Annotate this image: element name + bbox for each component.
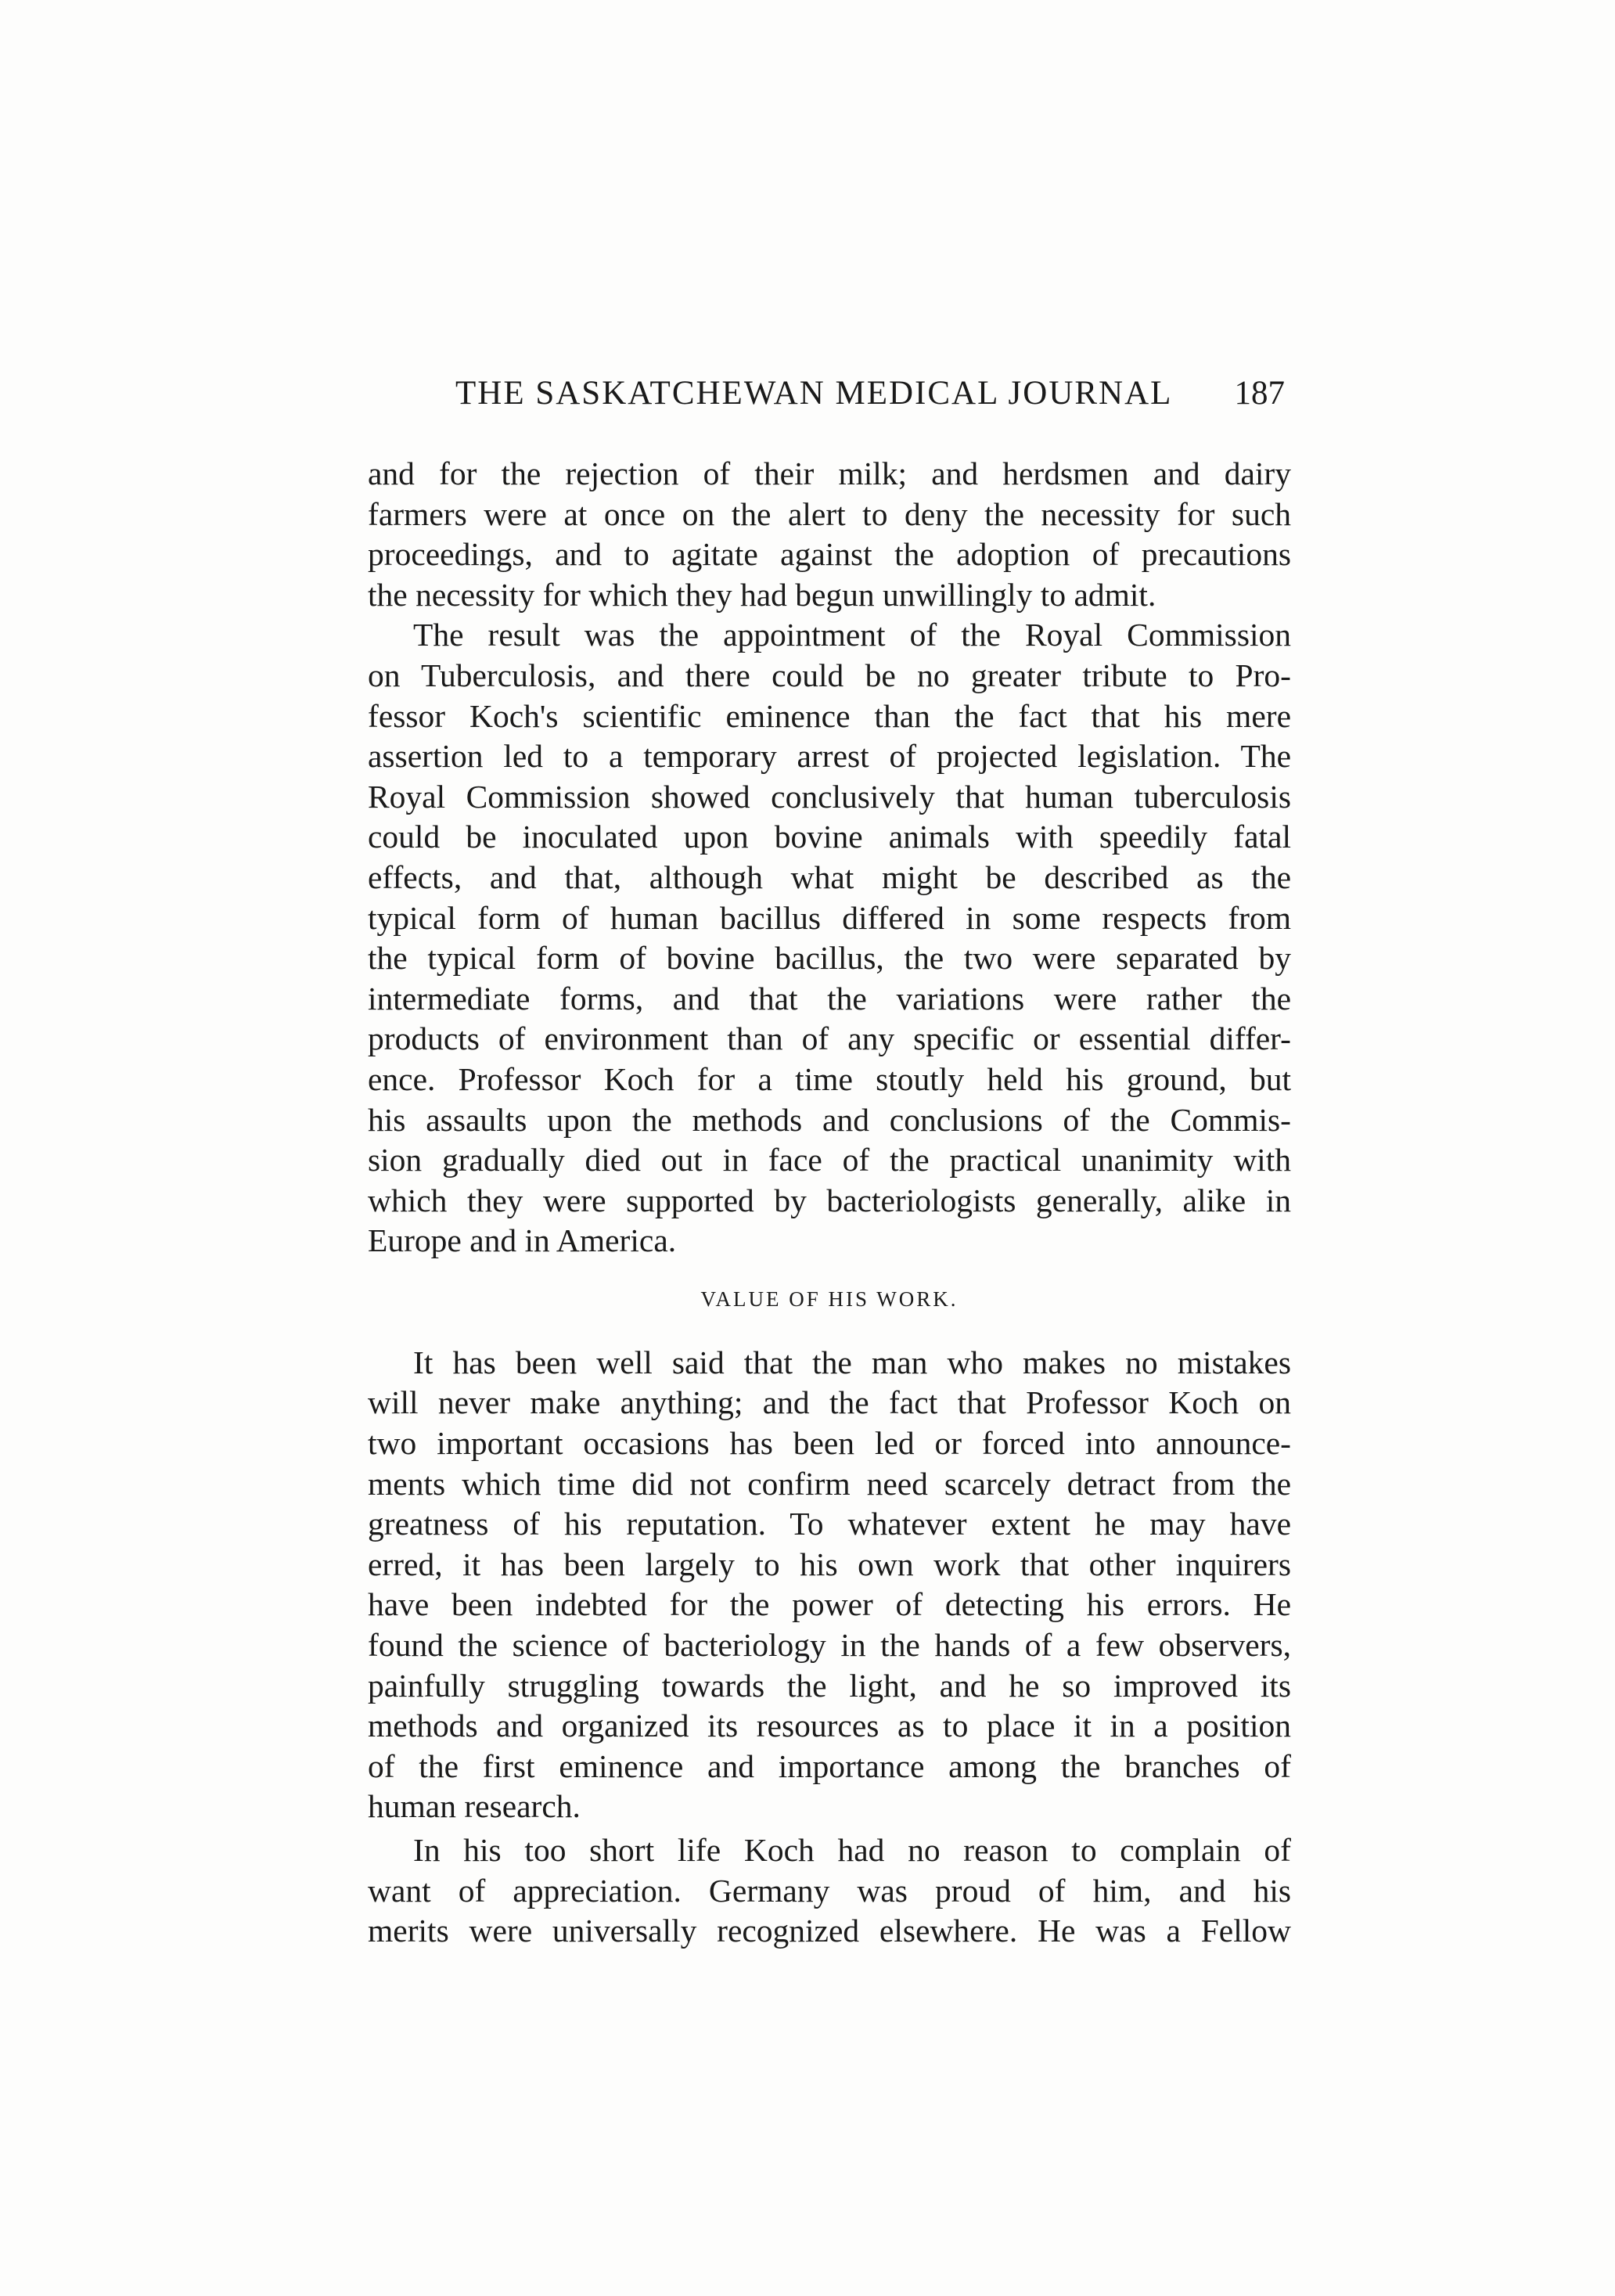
paragraph-value-of-work [368,1343,1291,1827]
text-line: In his too short life Koch had no reason to complain of [413,1832,1291,1868]
text-line: which they were supported by bacteriologists generally, alike in [368,1182,1291,1218]
section-heading: VALUE OF HIS WORK. [700,1287,959,1311]
text-line: on Tuberculosis, and there could be no greater tribute to Pro- [368,657,1291,693]
text-line: Europe and in America. [368,1222,677,1259]
text-line: will never make anything; and the fact that Professor Koch on [368,1384,1291,1421]
text-line: methods and organized its resources as to place it in a position [368,1708,1291,1744]
text-line: assertion led to a temporary arrest of projected legislation. The [368,738,1291,775]
paragraph-royal-commission [368,615,1291,1261]
text-line: the typical form of bovine bacillus, the two were separated by [368,940,1291,977]
text-line: fessor Koch's scientific eminence than the fact that his mere [368,697,1291,734]
text-line: ments which time did not confirm need scarcely detract from the [368,1465,1291,1502]
text-line: merits were universally recognized elsewhere. He was a Fellow [368,1913,1291,1949]
text-line: and for the rejection of their milk; and herdsmen and dairy [368,455,1291,491]
text-line: could be inoculated upon bovine animals with speedily fatal [368,819,1291,855]
paragraph-continuation [368,454,1291,615]
text-line: want of appreciation. Germany was proud of him, and his [368,1872,1291,1909]
text-line: products of environment than of any specific or essential differ- [368,1020,1291,1057]
page-number: 187 [1234,375,1285,412]
text-line: Royal Commission showed conclusively that human tuberculosis [368,778,1291,815]
text-line: erred, it has been largely to his own work that other inquirers [368,1546,1291,1582]
text-line: effects, and that, although what might be described as the [368,858,1291,895]
text-line: two important occasions has been led or forced into announce- [368,1425,1291,1462]
journal-title: THE SASKATCHEWAN MEDICAL JOURNAL [455,375,1173,412]
text-line: proceedings, and to agitate against the adoption of precautions [368,536,1291,573]
running-head [455,374,1285,421]
text-line: ence. Professor Koch for a time stoutly held his ground, but [368,1060,1291,1097]
paragraph-appreciation [368,1830,1291,1952]
text-line: the necessity for which they had begun unwillingly to admit. [368,576,1156,613]
text-line: sion gradually died out in face of the practical unanimity with [368,1142,1291,1179]
text-line: typical form of human bacillus differed in some respects from [368,899,1291,936]
text-line: his assaults upon the methods and conclusions of the Commis- [368,1101,1291,1138]
text-line: human research. [368,1788,581,1825]
text-line: have been indebted for the power of detecting his errors. He [368,1586,1291,1623]
text-line: intermediate forms, and that the variations were rather the [368,980,1291,1017]
text-line: It has been well said that the man who makes no mistakes [413,1344,1291,1380]
text-line: greatness of his reputation. To whatever extent he may have [368,1506,1291,1542]
text-line: painfully struggling towards the light, and he so improved its [368,1667,1291,1704]
text-line: farmers were at once on the alert to deny the necessity for such [368,495,1291,532]
text-line: The result was the appointment of the Royal Commission [413,617,1291,653]
text-line: found the science of bacteriology in the hands of a few observers, [368,1627,1291,1664]
text-line: of the first eminence and importance among the branches of [368,1747,1291,1784]
article-body [368,454,1291,1952]
